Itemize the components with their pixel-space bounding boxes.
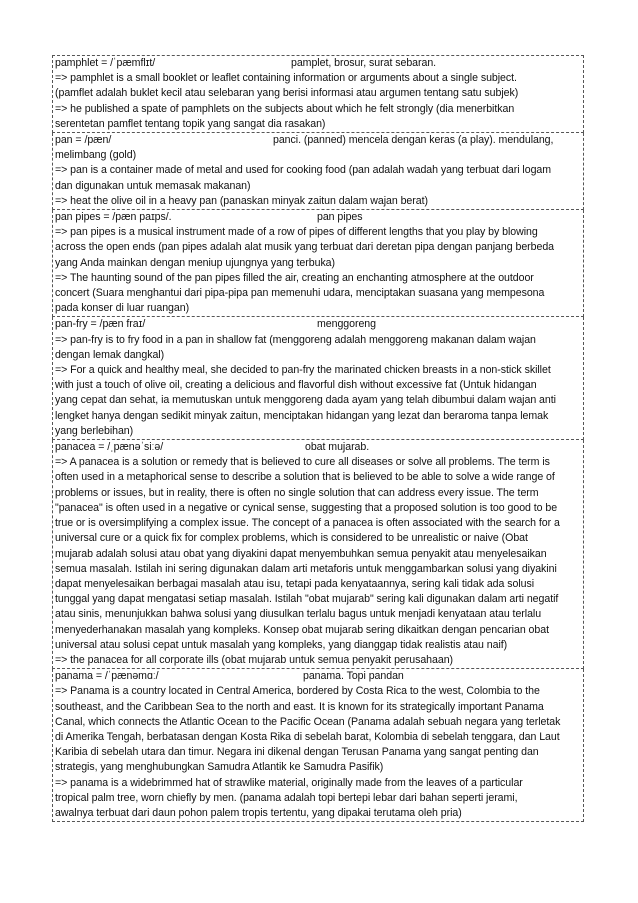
example-line: with just a touch of olive oil, creating a delicious and flavorful dish without excessive fat (Untuk hidangan [55,379,537,392]
definition-line: Canal, which connects the Atlantic Ocean to the Pacific Ocean (Panama adalah sebuah negara yang terletak [55,715,561,728]
example-line: => heat the olive oil in a heavy pan (panaskan minyak zaitun dalam wajan berat) [55,194,428,207]
entry-headline [55,317,581,332]
definition-line: => pamphlet is a small booklet or leaflet containing information or arguments about a single subject. [55,72,517,85]
translation: pamplet, brosur, surat sebaran. [291,57,437,69]
translation: pan pipes [317,211,363,224]
definition-line: across the open ends (pan pipes adalah alat musik yang terbuat dari deretan pipa dengan panjang berbeda [55,241,555,254]
example-line: pada konser di luar ruangan) [55,302,190,315]
entry-headline [55,56,581,71]
entry-pamphlet [52,55,584,133]
definition-line: => pan pipes is a musical instrument made of a row of pipes of different lengths that you play by blowing [55,226,538,239]
definition-line: Karibia di sebelah utara dan timur. Negara ini dikenal dengan Terusan Panama yang sangat penting dan [55,746,539,759]
definition-line: => panama is a widebrimmed hat of strawlike material, originally made from the leaves of a particular [55,776,523,789]
definition-line: dengan lemak dangkal) [55,348,165,361]
translation: menggoreng [317,318,376,331]
definition-line: true or is oversimplifying a complex issue. The concept of a panacea is often associated with the search for a [55,517,560,530]
entry-panama [52,669,584,822]
entry-headline [55,440,581,455]
example-line: => he published a spate of pamphlets on the subjects about which he felt strongly (dia menerbitkan [55,102,515,115]
example-line: => For a quick and healthy meal, she decided to pan-fry the marinated chicken breasts in a non-stick skillet [55,364,551,377]
definition-line: universal atau solusi cepat untuk masalah yang kompleks, yang dianggap tidak realistis atau naif) [55,638,508,651]
entry-headline [55,669,581,684]
example-line: lengket hanya dengan sedikit minyak zaitun, menciptakan hidangan yang lezat dan beraroma tanpa lemak [55,409,549,422]
definition-line: semua masalah. Istilah ini sering digunakan dalam arti metaforis untuk menggambarkan solusi yang diyakini [55,562,557,575]
headword: pan pipes = /pæn paɪps/. [55,211,172,224]
definition-line: => pan is a container made of metal and used for cooking food (pan adalah wadah yang terbuat dari logam [55,164,552,177]
translation: obat mujarab. [305,441,370,454]
entry-pan [52,133,584,210]
definition-line: "panacea" is often used in a negative or cynical sense, suggesting that a proposed solution is too good to be [55,501,558,514]
entry-panacea [52,440,584,669]
entry-headline [55,133,581,148]
example-line: => the panacea for all corporate ills (obat mujarab untuk semua penyakit perusahaan) [55,653,454,666]
headword: panacea = /ˌpænəˈsiːə/ [55,441,164,454]
definition-line: (pamflet adalah buklet kecil atau selebaran yang berisi informasi atau argumen tentang satu subjek) [55,87,519,100]
headword: pan = /pæn/ [55,134,112,147]
definition-line: dan digunakan untuk memasak makanan) [55,179,251,192]
dictionary-page [52,55,584,822]
definition-line: strategis, yang menghubungkan Samudra Atlantik ke Samudra Pasifik) [55,761,384,774]
definition-line: dapat menyelesaikan berbagai masalah atau isu, tetapi pada kenyataannya, sering kali tidak ada solusi [55,577,535,590]
example-line: yang cepat dan sehat, ia memutuskan untuk menggoreng dada ayam yang telah dibumbui dalam wajan anti [55,394,556,407]
definition-line: mujarab adalah solusi atau obat yang diyakini dapat menyembuhkan semua penyakit atau menyelesaikan [55,547,547,560]
definition-line: problems or issues, but in reality, there is often no single solution that can address every issue. The term [55,486,539,499]
example-line: yang berlebihan) [55,424,134,437]
definition-line: awalnya terbuat dari daun pohon palem tropis tertentu, yang dipakai terutama oleh pria) [55,806,462,819]
definition-line: => A panacea is a solution or remedy that is believed to cure all diseases or solve all problems. The term is [55,456,550,469]
translation: panama. Topi pandan [303,670,404,683]
definition-line: => Panama is a country located in Central America, bordered by Costa Rica to the west, Colombia to the [55,685,540,698]
definition-line: => pan-fry is to fry food in a pan in shallow fat (menggoreng adalah menggoreng makanan dalam wajan [55,333,536,346]
definition-line: atau sinis, menunjukkan bahwa solusi yang diusulkan terlalu bagus untuk menjadi kenyataan atau terlalu [55,608,542,621]
definition-line: yang Anda mainkan dengan meniup ujungnya yang terbuka) [55,256,336,269]
example-line: serentetan pamflet tentang topik yang sangat dia rasakan) [55,117,326,130]
entry-pan-fry [52,317,584,440]
headword: pan-fry = /pæn fraɪ/ [55,318,146,331]
translation-continued: melimbang (gold) [55,149,137,162]
definition-line: di Amerika Tengah, berbatasan dengan Kosta Rika di sebelah barat, Kolombia di sebelah tenggara, dan Laut [55,730,560,743]
headword: pamphlet = /ˈpæmflɪt/ [55,57,156,69]
definition-line: often used in a metaphorical sense to describe a solution that is believed to be able to solve a wide range of [55,471,555,484]
entry-pan-pipes [52,210,584,317]
translation: panci. (panned) mencela dengan keras (a play). mendulang, [273,134,554,147]
definition-line: universal cure or a quick fix for complex problems, which is considered to be unrealistic or naive (Obat [55,532,528,545]
example-line: concert (Suara menghantui dari pipa-pipa pan memenuhi udara, menciptakan suasana yang mempesona [55,287,545,300]
definition-line: southeast, and the Caribbean Sea to the north and east. It is known for its strategically important Panama [55,700,544,713]
definition-line: tunggal yang dapat mengatasi setiap masalah. Istilah "obat mujarab" sering kali digunakan dalam arti negatif [55,593,559,606]
entry-headline [55,210,581,225]
definition-line: tropical palm tree, worn chiefly by men. (panama adalah topi bertepi lebar dari bahan seperti jerami, [55,791,518,804]
definition-line: menyederhanakan masalah yang kompleks. Konsep obat mujarab sering dikaitkan dengan pencarian obat [55,623,549,636]
example-line: => The haunting sound of the pan pipes filled the air, creating an enchanting atmosphere at the outdoor [55,271,534,284]
headword: panama = /ˈpænəmɑː/ [55,670,159,683]
